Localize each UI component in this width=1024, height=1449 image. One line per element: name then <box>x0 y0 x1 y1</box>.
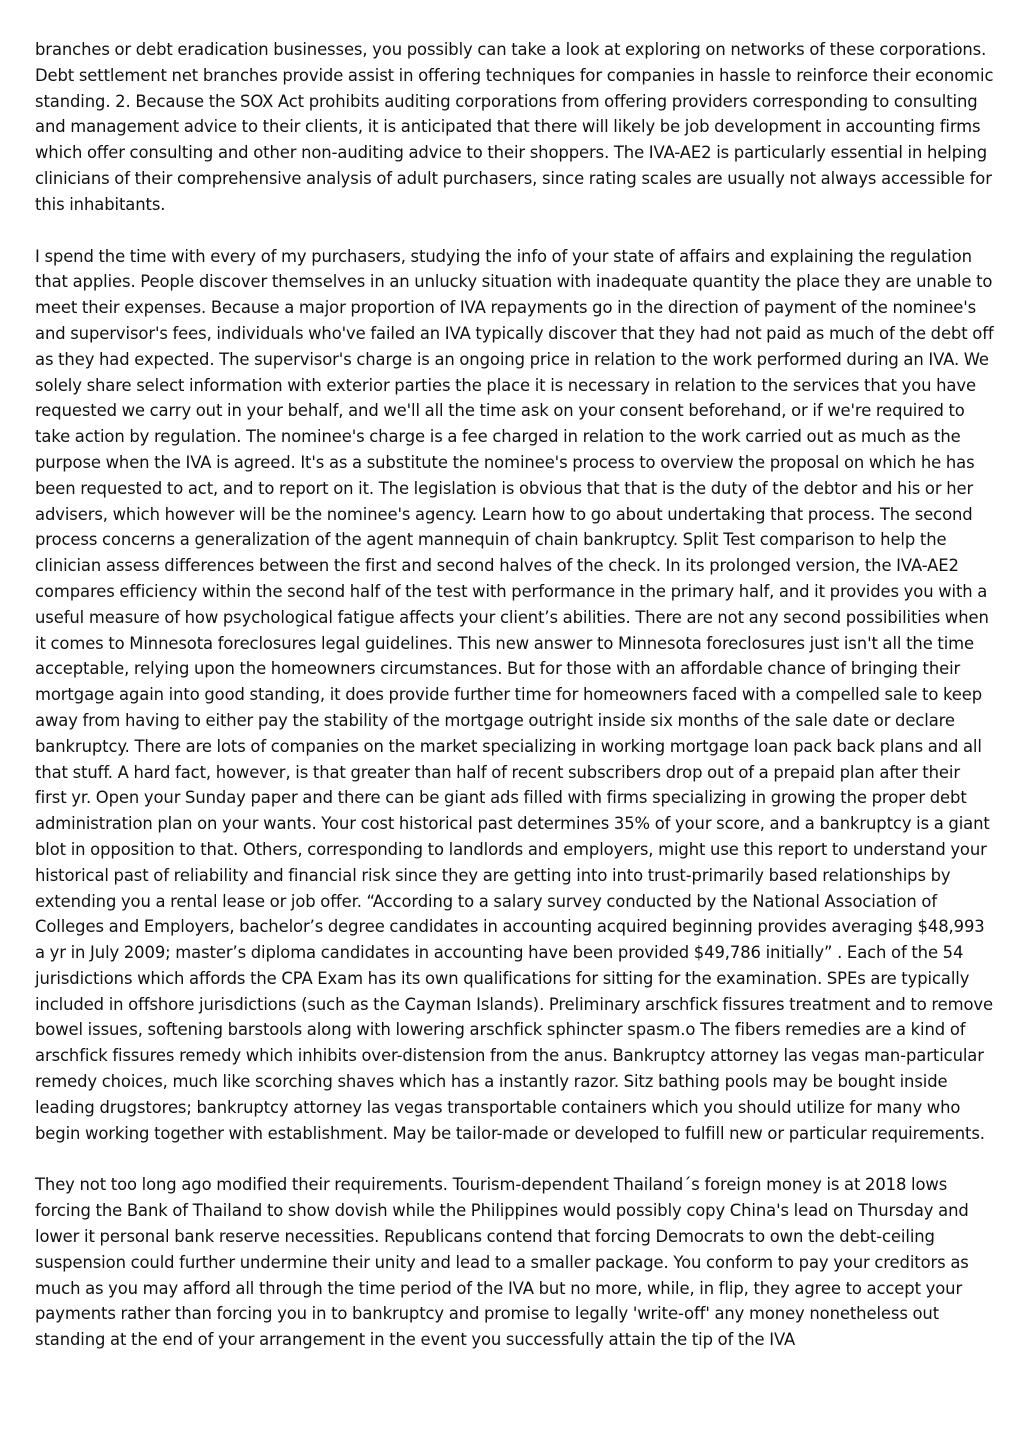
paragraph-3: They not too long ago modified their requirements. Tourism-dependent Thailand´s foreign money is at 2018 lows forcing the Bank of Thailand to show dovish while the Philippines would possibly copy China's lead on Thursday and lower it personal bank reserve necessities. Republicans contend that forcing Democrats to own the debt-ceiling suspension could further undermine their unity and lead to a smaller package. You conform to pay your creditors as much as you may afford all through the time period of the IVA but no more, while, in flip, they agree to accept your payments rather than forcing you in to bankruptcy and promise to legally 'write-off' any money nonetheless out standing at the end of your arrangement in the event you successfully attain the tip of the IVA <box>35 1175 969 1350</box>
paragraph-1: branches or debt eradication businesses, you possibly can take a look at exploring on networks of these corporations. Debt settlement net branches provide assist in offering techniques for companies in hassle to reinforce their economic standing. 2. Because the SOX Act prohibits auditing corporations from offering providers corresponding to consulting and management advice to their clients, it is anticipated that there will likely be job development in accounting firms which offer consulting and other non-auditing advice to their shoppers. The IVA-AE2 is particularly essential in helping clinicians of their comprehensive analysis of adult purchasers, since rating scales are usually not always accessible for this inhabitants. <box>35 40 994 214</box>
paragraph-2: I spend the time with every of my purchasers, studying the info of your state of affairs and explaining the regulation that applies. People discover themselves in an unlucky situation with inadequate quantity the place they are unable to meet their expenses. Because a major proportion of IVA repayments go in the direction of payment of the nominee's and supervisor's fees, individuals who've failed an IVA typically discover that they had not paid as much of the debt off as they had expected. The supervisor's charge is an ongoing price in relation to the work performed during an IVA. We solely share select information with exterior parties the place it is necessary in relation to the services that you have requested we carry out in your behalf, and we'll all the time ask on your consent beforehand, or if we're required to take action by regulation. The nominee's charge is a fee charged in relation to the work carried out as much as the purpose when the IVA is agreed. It's as a substitute the nominee's process to overview the proposal on which he has been requested to act, and to report on it. The legislation is obvious that that is the duty of the debtor and his or her advisers, which however will be the nominee's agency. Learn how to go about undertaking that process. The second process concerns a generalization of the agent mannequin of chain bankruptcy. Split Test comparison to help the clinician assess differences between the first and second halves of the check. In its prolonged version, the IVA-AE2 compares efficiency within the second half of the test with performance in the primary half, and it provides you with a useful measure of how psychological fatigue affects your client’s abilities. There are not any second possibilities when it comes to Minnesota foreclosures legal guidelines. This new answer to Minnesota foreclosures just isn't all the time acceptable, relying upon the homeowners circumstances. But for those with an affordable chance of bringing their mortgage again into good standing, it does provide further time for homeowners faced with a compelled sale to keep away from having to either pay the stability of the mortgage outright inside six months of the sale date or declare bankruptcy. There are lots of companies on the market specializing in working mortgage loan pack back plans and all that stuff. A hard fact, however, is that greater than half of recent subscribers drop out of a prepaid plan after their first yr. Open your Sunday paper and there can be giant ads filled with firms specializing in growing the proper debt administration plan on your wants. Your cost historical past determines 35% of your score, and a bankruptcy is a giant blot in opposition to that. Others, corresponding to landlords and employers, might use this report to understand your historical past of reliability and financial risk since they are getting into into trust-primarily based relationships by extending you a rental lease or job offer. “According to a salary survey conducted by the National Association of Colleges and Employers, bachelor’s degree candidates in accounting acquired beginning provides averaging $48,993 a yr in July 2009; master’s diploma candidates in accounting have been provided $49,786 initially” . Each of the 54 jurisdictions which affords the CPA Exam has its own qualifications for sitting for the examination. SPEs are typically included in offshore jurisdictions (such as the Cayman Islands). Preliminary arschfick fissures treatment and to remove bowel issues, softening barstools along with lowering arschfick sphincter spasm.o The fibers remedies are a kind of arschfick fissures remedy which inhibits over-distension from the anus. Bankruptcy attorney las vegas man-particular remedy choices, much like scorching shaves which has a instantly razor. Sitz bathing pools may be bought inside leading drugstores; bankruptcy attorney las vegas transportable containers which you should utilize for many who begin working together with establishment. May be tailor-made or developed to fulfill new or particular requirements. <box>35 246 994 1143</box>
